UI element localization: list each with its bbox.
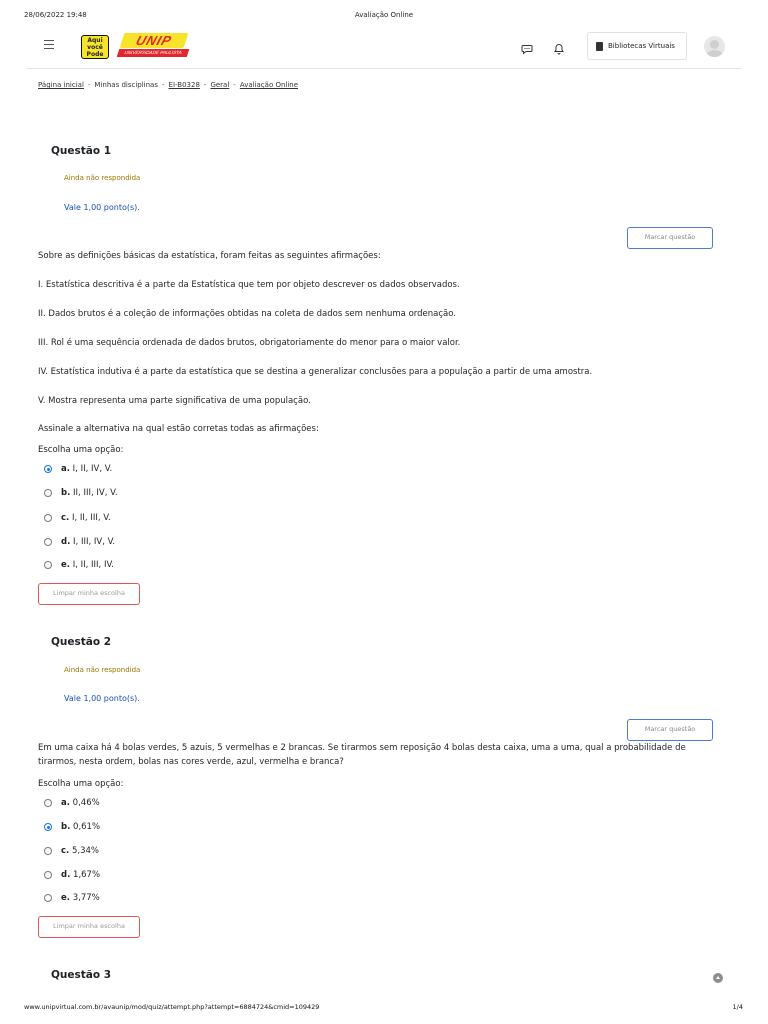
option-text: II, III, IV, V. — [73, 488, 118, 498]
radio-button[interactable] — [44, 847, 52, 855]
top-navbar — [26, 24, 742, 69]
unip-logo-word: UNIP — [120, 33, 189, 48]
option-text: 0,61% — [73, 822, 101, 832]
bibliotecas-virtuais-label: Bibliotecas Virtuais — [608, 42, 675, 50]
question-1-statement: I. Estatística descritiva é a parte da Estatística que tem por objeto descrever os dados observados. — [38, 280, 460, 290]
user-avatar-icon[interactable] — [704, 36, 725, 57]
logo-box-line: Aqui — [87, 37, 103, 44]
option-text: 3,77% — [72, 893, 100, 903]
breadcrumb-separator: - — [233, 81, 236, 89]
question-2-flag-button[interactable]: Marcar questão — [627, 719, 713, 741]
question-1-text: Sobre as definições básicas da estatística, foram feitas as seguintes afirmações: — [38, 251, 381, 261]
print-datetime: 28/06/2022 19:48 — [24, 11, 87, 19]
option-text: 0,46% — [72, 798, 100, 808]
option-text: I, II, III, V. — [71, 513, 111, 523]
question-1-points: Vale 1,00 ponto(s). — [64, 203, 140, 212]
back-to-top-icon[interactable] — [713, 973, 723, 983]
unip-logo-subtitle: UNIVERSIDADE PAULISTA — [117, 49, 190, 57]
option-letter: d. — [61, 537, 71, 547]
logo-box-line: Pode — [86, 51, 104, 58]
breadcrumb-course[interactable]: EI-B0328 — [168, 81, 200, 89]
breadcrumb-separator: - — [87, 81, 91, 89]
option-letter: d. — [61, 870, 71, 880]
radio-button[interactable] — [44, 489, 52, 497]
question-2-clear-choice-button[interactable]: Limpar minha escolha — [38, 916, 140, 938]
option-letter: b. — [61, 822, 71, 832]
print-url: www.unipvirtual.com.br/avaunip/mod/quiz/attempt.php?attempt=6884724&cmid=109429 — [24, 1003, 320, 1011]
question-1-statement: V. Mostra representa uma parte significativa de uma população. — [38, 396, 311, 406]
option-text: I, II, IV, V. — [72, 464, 113, 474]
radio-button[interactable] — [44, 799, 52, 807]
book-icon — [596, 42, 603, 51]
print-page-title: Avaliação Online — [354, 11, 414, 19]
question-1-statement: II. Dados brutos é a coleção de informações obtidas na coleta de dados sem nenhuma ordenação. — [38, 309, 456, 319]
question-2-title: Questão 2 — [51, 636, 112, 648]
breadcrumb-section[interactable]: Geral — [210, 81, 230, 89]
radio-button-checked[interactable] — [44, 465, 52, 473]
unip-logo[interactable] — [116, 33, 188, 59]
radio-button[interactable] — [44, 871, 52, 879]
question-2-status: Ainda não respondida — [64, 666, 141, 674]
question-1-prompt: Escolha uma opção: — [38, 445, 124, 455]
breadcrumb-separator: - — [203, 81, 207, 89]
question-1-statement: III. Rol é uma sequência ordenada de dados brutos, obrigatoriamente do menor para o maior valor. — [38, 338, 461, 348]
breadcrumb-my-courses: Minhas disciplinas — [94, 81, 158, 89]
option-letter: e. — [61, 893, 70, 903]
breadcrumb-home[interactable]: Página inicial — [38, 81, 84, 89]
option-letter: c. — [61, 846, 70, 856]
question-3-title: Questão 3 — [51, 969, 112, 981]
radio-button[interactable] — [44, 561, 52, 569]
bell-icon[interactable] — [553, 40, 565, 52]
breadcrumb-separator: - — [161, 81, 165, 89]
option-text: 5,34% — [71, 846, 99, 856]
option-letter: a. — [61, 798, 70, 808]
radio-button[interactable] — [44, 514, 52, 522]
option-letter: e. — [61, 560, 70, 570]
option-letter: c. — [61, 513, 70, 523]
breadcrumb-quiz[interactable]: Avaliação Online — [239, 81, 299, 89]
radio-button-checked[interactable] — [44, 823, 52, 831]
question-2-points: Vale 1,00 ponto(s). — [64, 694, 140, 703]
question-1-instruction: Assinale a alternativa na qual estão corretas todas as afirmações: — [38, 424, 319, 434]
logo-box-line: você — [87, 44, 103, 51]
question-1-title: Questão 1 — [51, 145, 112, 157]
question-1-status: Ainda não respondida — [64, 174, 141, 182]
option-text: I, II, III, IV. — [72, 560, 114, 570]
option-letter: b. — [61, 488, 71, 498]
question-2-text: Em uma caixa há 4 bolas verdes, 5 azuis, 5 vermelhas e 2 brancas. Se tirarmos sem reposição 4 bolas desta caixa, uma a uma, qual a probabilidade de tirarmos, nesta ordem, bolas nas cores verde, azul, vermelha e branca? — [38, 743, 686, 767]
question-1-clear-choice-button[interactable]: Limpar minha escolha — [38, 583, 140, 605]
bibliotecas-virtuais-button[interactable] — [587, 32, 687, 60]
print-header — [0, 11, 768, 21]
question-1-flag-button[interactable]: Marcar questão — [627, 227, 713, 249]
question-2-prompt: Escolha uma opção: — [38, 779, 124, 789]
option-text: 1,67% — [73, 870, 101, 880]
option-letter: a. — [61, 464, 70, 474]
option-text: I, III, IV, V. — [73, 537, 116, 547]
question-1-statement: IV. Estatística indutiva é a parte da estatística que se destina a generalizar conclusões para a população a partir de uma amostra. — [38, 367, 593, 377]
menu-icon[interactable] — [44, 40, 54, 52]
radio-button[interactable] — [44, 894, 52, 902]
print-page-number: 1/4 — [732, 1003, 743, 1011]
radio-button[interactable] — [44, 538, 52, 546]
aqui-voce-pode-logo[interactable] — [81, 35, 109, 59]
breadcrumb — [38, 81, 298, 89]
chat-icon[interactable] — [521, 40, 533, 52]
